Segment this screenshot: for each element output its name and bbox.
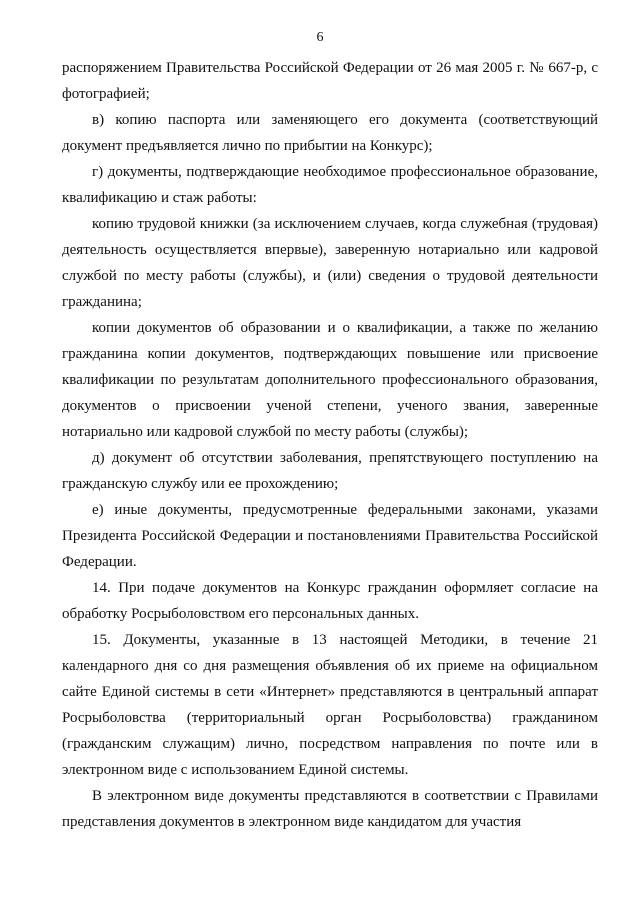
page-number: 6: [316, 30, 324, 45]
paragraph-1: распоряжением Правительства Российской Федерации от 26 мая 2005 г. № 667-р, с фотографией;: [62, 60, 598, 102]
paragraph-3: г) документы, подтверждающие необходимое профессиональное образование, квалификацию и стаж работы:: [62, 164, 598, 206]
paragraph-9: 15. Документы, указанные в 13 настоящей Методики, в течение 21 календарного дня со дня размещения объявления об их приеме на официальном сайте Единой системы в сети «Интернет» представляются в центральный аппарат Росрыболовства (территориальный орган Росрыболовства) гражданином (гражданским служащим) лично, посредством направления по почте или в электронном виде с использованием Единой системы.: [62, 632, 598, 778]
document-body: [62, 55, 598, 835]
paragraph-5: копии документов об образовании и о квалификации, а также по желанию гражданина копии документов, подтверждающих повышение или присвоение квалификации по результатам дополнительного профессионального образования, документов о присвоении ученой степени, ученого звания, заверенные нотариально или кадровой службой по месту работы (службы);: [62, 320, 598, 440]
paragraph-8: 14. При подаче документов на Конкурс гражданин оформляет согласие на обработку Росрыболовством его персональных данных.: [62, 580, 598, 622]
paragraph-2: в) копию паспорта или заменяющего его документа (соответствующий документ предъявляется лично по прибытии на Конкурс);: [62, 112, 598, 154]
paragraph-10: В электронном виде документы представляются в соответствии с Правилами представления документов в электронном виде кандидатом для участия: [62, 788, 598, 830]
paragraph-6: д) документ об отсутствии заболевания, препятствующего поступлению на гражданскую службу или ее прохождению;: [62, 450, 598, 492]
paragraph-4: копию трудовой книжки (за исключением случаев, когда служебная (трудовая) деятельность осуществляется впервые), заверенную нотариально или кадровой службой по месту работы (службы), и (или) сведения о трудовой деятельности гражданина;: [62, 216, 598, 310]
paragraph-7: е) иные документы, предусмотренные федеральными законами, указами Президента Российской Федерации и постановлениями Правительства Российской Федерации.: [62, 502, 598, 570]
